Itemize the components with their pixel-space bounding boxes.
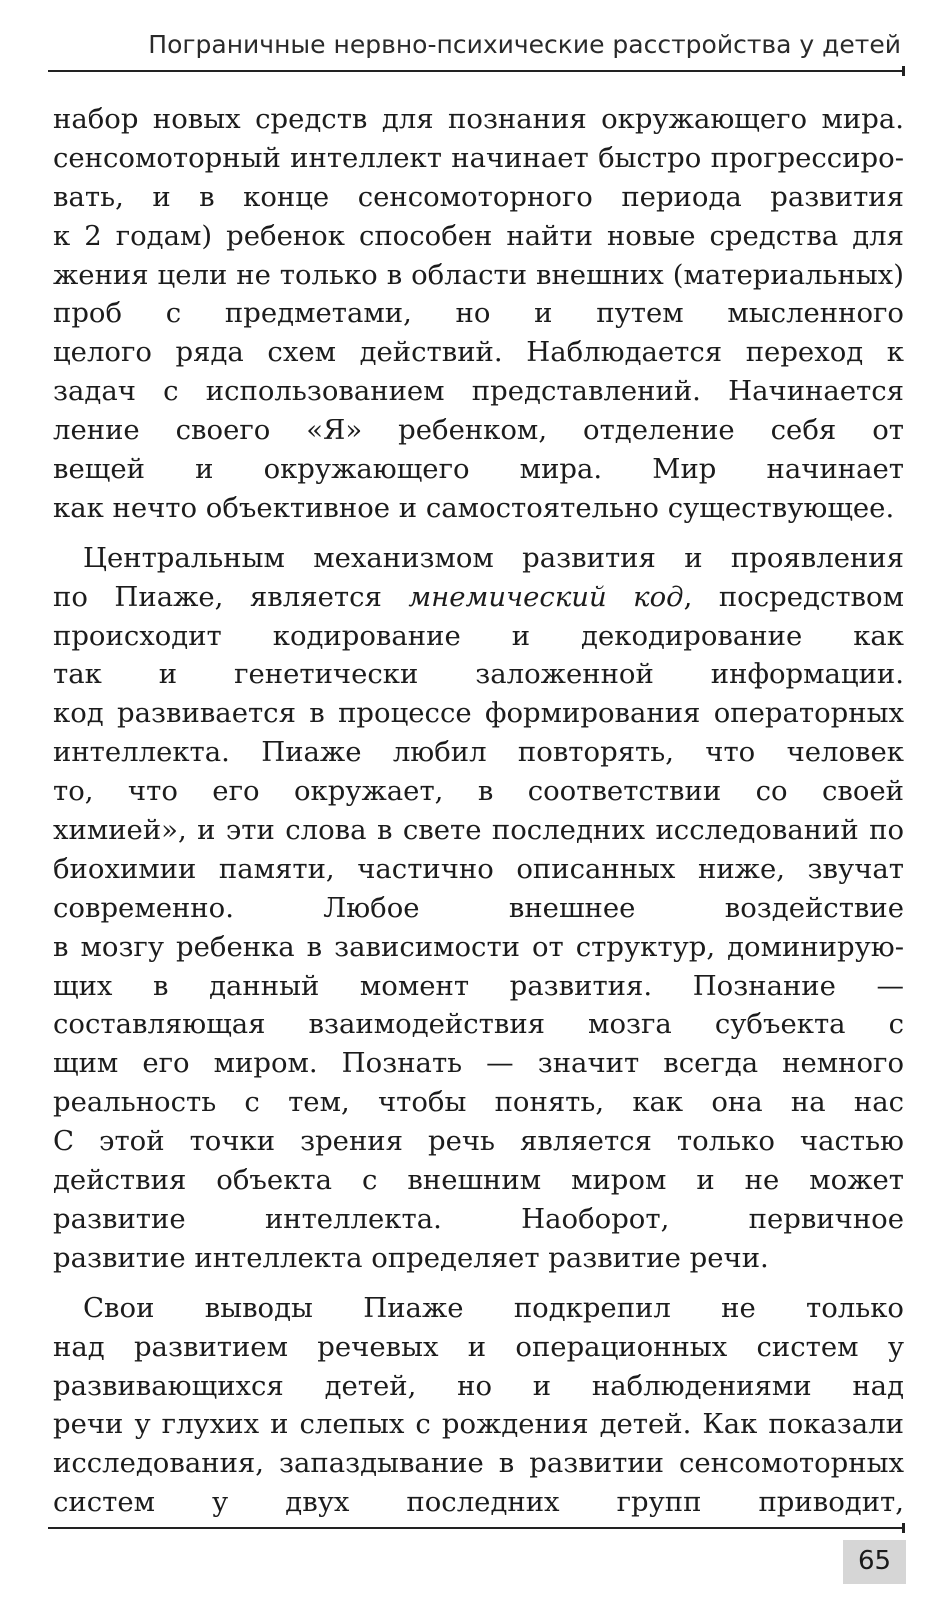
text-line: составляющая взаимодействия мозга субъекта с (53, 1008, 904, 1041)
text-line: как нечто объективное и самостоятельно существующее. (53, 491, 895, 524)
text-line: интеллекта. Пиаже любил повторять, что человек (53, 736, 904, 769)
text-line: в мозгу ребенка в зависимости от структур, доминирую- (53, 930, 904, 963)
text-line: действия объекта с внешним миром и не может (53, 1164, 904, 1197)
text-line: Центральным механизмом развития и проявления (83, 541, 904, 574)
paragraph-1 (53, 100, 904, 528)
text-line: развитие интеллекта определяет развитие речи. (53, 1241, 769, 1274)
text-line: проб с предметами, но и путем мысленного (53, 297, 904, 330)
page-number-box (843, 1540, 906, 1584)
text-line: ление своего «Я» ребенком, отделение себя от (53, 414, 904, 447)
text-line-with-emphasis (53, 578, 904, 617)
text-line: исследования, запаздывание в развитии сенсомоторных (53, 1447, 904, 1480)
text-line: современно. Любое внешнее воздействие (53, 891, 904, 924)
text-line: С этой точки зрения речь является только частью (53, 1125, 904, 1158)
text-line: целого ряда схем действий. Наблюдается переход к (53, 336, 904, 369)
paragraph-2 (53, 539, 904, 1278)
text-line: речи у глухих и слепых с рождения детей. Как показали (53, 1408, 904, 1441)
body-text (53, 100, 904, 1522)
text-line: развивающихся детей, но и наблюдениями над (53, 1369, 904, 1402)
text-line: происходит кодирование и декодирование как (53, 619, 904, 652)
running-header: Пограничные нервно-психические расстройства у детей (148, 30, 901, 59)
text-line: набор новых средств для познания окружающего мира. (53, 103, 904, 135)
text-line: химией», и эти слова в свете последних исследований по (53, 814, 904, 847)
text-line: Свои выводы Пиаже подкрепил не только (83, 1291, 904, 1324)
text-line: реальность с тем, чтобы понять, как она на нас (53, 1086, 904, 1119)
text-line: щим его миром. Познать — значит всегда немного (53, 1047, 904, 1080)
paragraph-3 (53, 1289, 904, 1522)
text-line: вать, и в конце сенсомоторного периода развития (53, 180, 904, 213)
text-line: код развивается в процессе формирования операторных (53, 697, 904, 730)
text-line: над развитием речевых и операционных систем у (53, 1330, 904, 1363)
text-line: сенсомоторный интеллект начинает быстро прогрессиро- (53, 141, 904, 174)
text-line: биохимии памяти, частично описанных ниже, звучат (53, 852, 904, 885)
text-segment: , посредством (683, 580, 904, 613)
text-line: так и генетически заложенной информации. (53, 658, 904, 691)
text-line: развитие интеллекта. Наоборот, первичное (53, 1202, 904, 1235)
text-line: то, что его окружает, в соответствии со своей (53, 775, 904, 808)
text-line: задач с использованием представлений. Начинается (53, 375, 904, 408)
footer-rule (48, 1527, 904, 1529)
text-line: щих в данный момент развития. Познание — (53, 969, 904, 1002)
text-line: к 2 годам) ребенок способен найти новые средства для (53, 219, 904, 252)
text-line: жения цели не только в области внешних (материальных) (53, 258, 904, 291)
text-segment: по Пиаже, является (53, 580, 409, 613)
header-rule (48, 70, 904, 72)
emphasized-term: мнемический код (408, 580, 684, 613)
text-line: систем у двух последних групп приводит, (53, 1486, 904, 1519)
text-line: вещей и окружающего мира. Мир начинает (53, 453, 904, 486)
page-number: 65 (857, 1546, 892, 1576)
